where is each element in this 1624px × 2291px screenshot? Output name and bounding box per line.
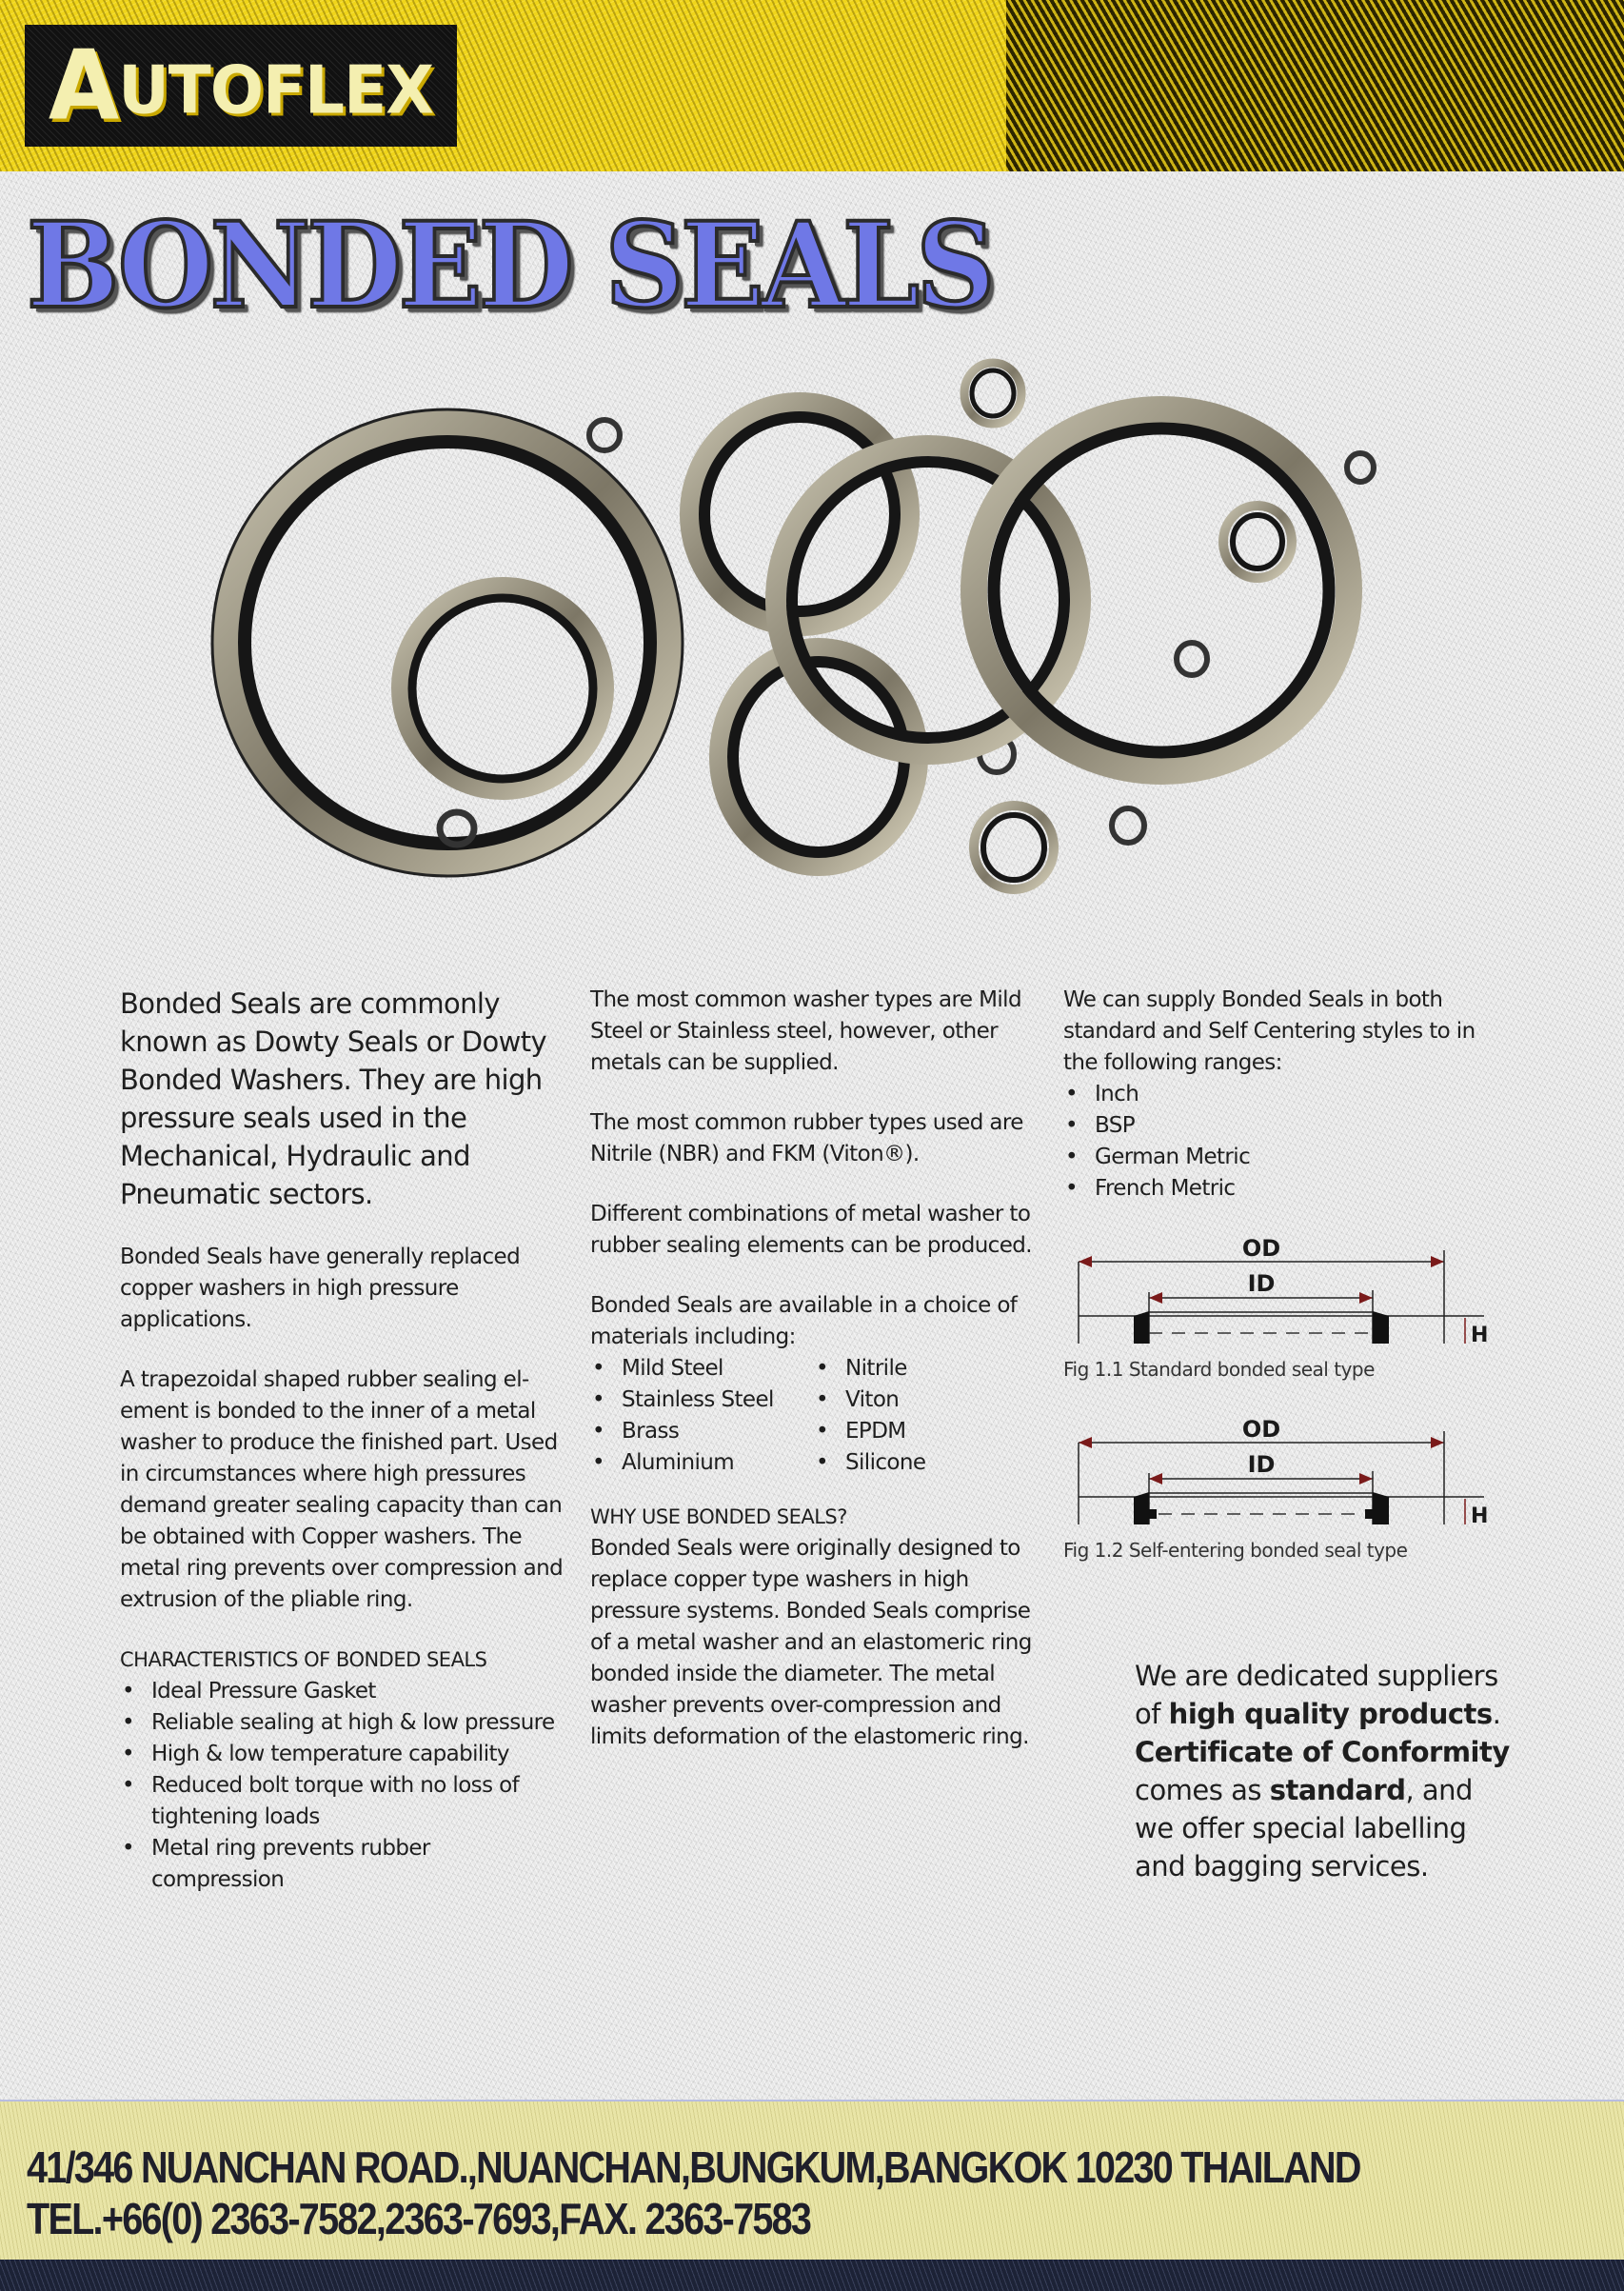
arrow-right-icon [1359,1292,1373,1304]
materials-lists [590,1353,1038,1479]
list-item: • German Metric [1063,1142,1511,1173]
figure-caption: Fig 1.2 Self-entering bonded seal type [1063,1539,1408,1562]
rubber-types-paragraph: The most common rubber types used are Nitrile (NBR) and FKM (Viton®). [590,1110,1023,1166]
footer-contact-banner [0,2100,1624,2260]
rubber-element-right [1373,1311,1389,1344]
list-item: • French Metric [1063,1173,1511,1205]
arrow-left-icon [1079,1256,1092,1267]
why-heading: WHY USE BONDED SEALS? [590,1505,847,1528]
h-label: H [1471,1504,1489,1524]
construction-paragraph: A trapezoidal shaped rubber sealing el-ement is bonded to the inner of a metal washer to produce the finished part. Used in circumstances where high pressures demand greater sealing capacity than can be obtained with Copper washers. The metal ring prevents over compression and extrusion of the pliable ring. [120,1367,564,1612]
replacement-paragraph: Bonded Seals have generally replaced copper washers in high pressure applications. [120,1245,521,1332]
list-item: • Reduced bolt torque with no loss of tightening loads [120,1770,567,1833]
arrow-right-icon [1431,1256,1444,1267]
list-item: • Metal ring prevents rubber compression [120,1833,567,1896]
characteristics-list [120,1676,567,1896]
seal-ring-large-right [974,409,1349,771]
figure-standard-seal [1063,1229,1501,1382]
rubber-element-left [1134,1311,1149,1344]
id-label: ID [1247,1451,1276,1478]
list-item: • Reliable sealing at high & low pressure [120,1707,567,1739]
page-title: BONDED SEALS [27,197,992,335]
washer-types-paragraph: The most common washer types are Mild Steel or Stainless steel, however, other metals can be supplied. [590,987,1021,1075]
list-item: • EPDM [814,1416,1038,1447]
figure-self-centering-seal [1063,1410,1501,1563]
column-materials [590,985,1038,1753]
list-item: • Brass [590,1416,814,1447]
list-item: • Ideal Pressure Gasket [120,1676,567,1707]
characteristics-heading: CHARACTERISTICS OF BONDED SEALS [120,1648,487,1671]
standard-seal-diagram [1063,1229,1501,1344]
logo-text [49,30,433,142]
promo-text: . [1492,1698,1501,1730]
footer-address: 41/346 NUANCHAN ROAD.,NUANCHAN,BUNGKUM,BANGKOK 10230 THAILAND [27,2142,1360,2192]
od-label: OD [1241,1416,1281,1443]
bottom-strip [0,2260,1624,2291]
list-item: • Silicone [814,1447,1038,1479]
promo-emphasis: Certificate of Conformity [1135,1736,1510,1768]
footer-phone-fax: TEL.+66(0) 2363-7582,2363-7693,FAX. 2363-7583 [27,2194,811,2243]
arrow-left-icon [1149,1473,1162,1484]
figure-caption: Fig 1.1 Standard bonded seal type [1063,1358,1375,1381]
logo-wordmark: UTOFLEX [118,51,434,129]
column-intro [120,985,567,1896]
seal-ring-large-left [212,409,683,876]
arrow-right-icon [1359,1473,1373,1484]
combinations-paragraph: Different combinations of metal washer to rubber sealing elements can be produced. [590,1202,1032,1258]
list-item: • Viton [814,1385,1038,1416]
why-paragraph: Bonded Seals were originally designed to replace copper type washers in high pressure systems. Bonded Seals comprise of a metal washer and an elastomeric ring bonded inside the diameter. The metal washer prevents over-compression and limits deformation of the elastomeric ring. [590,1536,1032,1749]
list-item: • Stainless Steel [590,1385,814,1416]
promo-emphasis: standard [1269,1774,1406,1806]
promo-text: We are dedicated suppliers of [1135,1660,1498,1730]
autoflex-logo[interactable] [25,25,457,147]
od-label: OD [1241,1235,1281,1262]
arrow-left-icon [1149,1292,1162,1304]
list-item: • Aluminium [590,1447,814,1479]
ranges-list [1063,1079,1511,1205]
header-texture-panel [1006,0,1624,171]
h-label: H [1471,1324,1489,1344]
bonded-seals-image [209,324,1409,933]
id-label: ID [1247,1270,1276,1297]
seal-ring-inner-left [400,586,605,791]
list-item: • High & low temperature capability [120,1739,567,1770]
promo-statement [1135,1657,1515,1885]
ranges-intro: We can supply Bonded Seals in both standard and Self Centering styles to in the following ranges: [1063,987,1475,1075]
intro-paragraph: Bonded Seals are commonly known as Dowty Seals or Dowty Bonded Washers. They are high pressure seals used in the Mechanical, Hydraulic and Pneumatic sectors. [120,987,547,1210]
logo-triangle-a-icon: A [48,30,119,142]
list-item: • Mild Steel [590,1353,814,1385]
self-centering-seal-diagram [1063,1410,1501,1524]
promo-text: , and we offer special labelling and bagging services. [1135,1774,1473,1883]
metals-list [590,1353,814,1479]
list-item: • Inch [1063,1079,1511,1110]
promo-emphasis: high quality products [1168,1698,1493,1730]
list-item: • BSP [1063,1110,1511,1142]
list-item: • Nitrile [814,1353,1038,1385]
arrow-right-icon [1431,1437,1444,1448]
header-banner [0,0,1624,171]
column-ranges [1063,985,1511,1563]
rubbers-list [814,1353,1038,1479]
promo-text: comes as [1135,1774,1270,1806]
materials-intro: Bonded Seals are available in a choice of materials including: [590,1293,1018,1349]
arrow-left-icon [1079,1437,1092,1448]
